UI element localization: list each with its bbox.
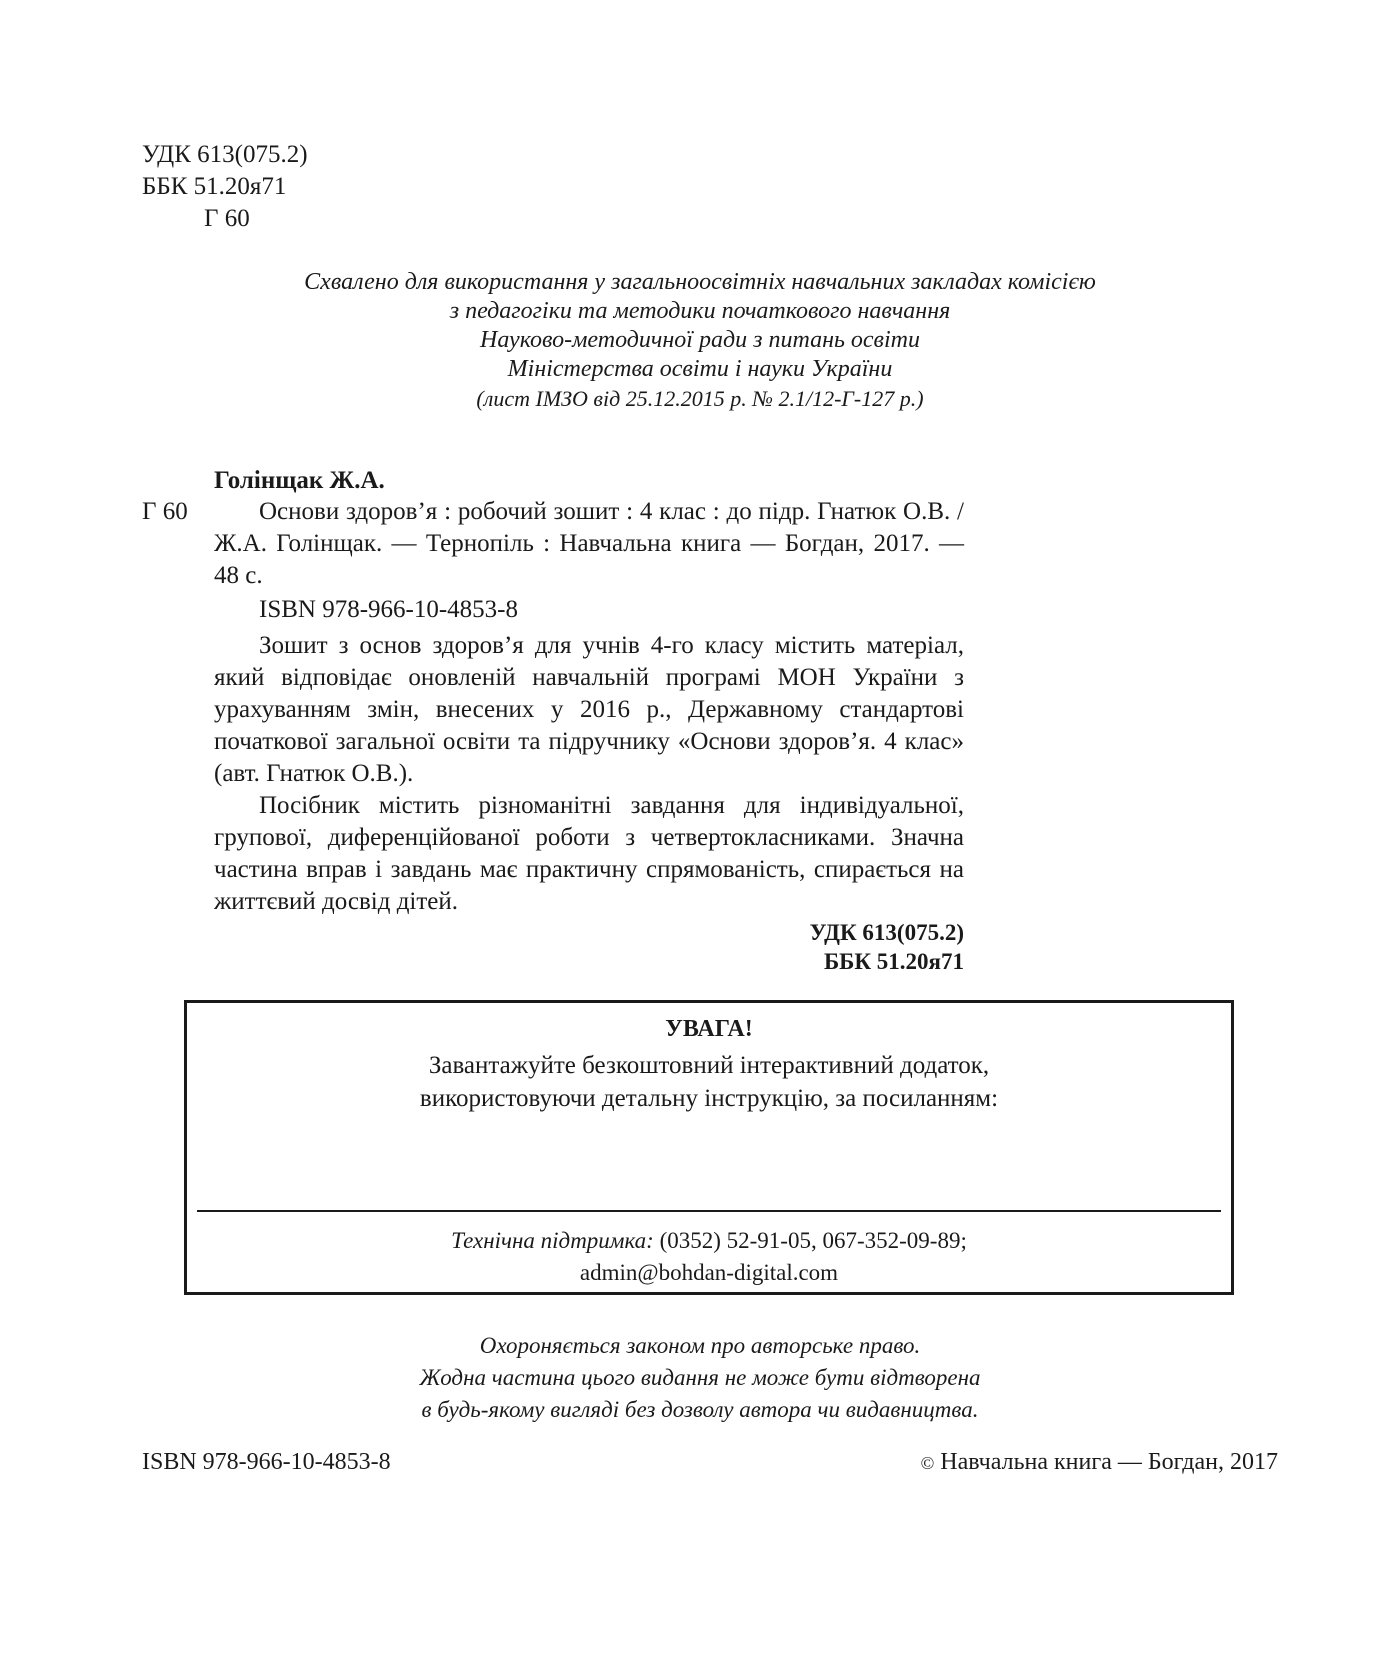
catalog-abstract-1: Зошит з основ здоров’я для учнів 4-го класу містить матеріал, який відповідає оновленій навчальній програмі МОН України з урахуванням змін, внесених у 2016 р., Державному стандартові початкової загальної освіти та підручнику «Основи здоров’я. 4 клас» (авт. Гнатюк О.В.). <box>214 632 964 787</box>
approval-statement <box>160 268 1240 413</box>
catalog-codes <box>214 918 964 976</box>
attention-line: використовуючи детальну інструкцію, за посиланням: <box>419 1085 999 1112</box>
copyright-line: Охороняється законом про авторське право. <box>479 1333 921 1358</box>
catalog-record <box>214 496 964 976</box>
approval-line: Міністерства освіти і науки України <box>507 356 893 382</box>
support-email-link[interactable]: admin@bohdan-digital.com <box>579 1260 839 1285</box>
catalog-isbn: ISBN 978-966-10-4853-8 <box>259 596 519 623</box>
catalog-author: Голінщак Ж.А. <box>214 467 385 494</box>
copyright-line: Жодна частина цього видання не може бути відтворена <box>419 1365 981 1390</box>
approval-line: Схвалено для використання у загальноосвітніх навчальних закладах комісією <box>304 269 1096 295</box>
classification-codes <box>142 139 308 235</box>
footer-isbn: ISBN 978-966-10-4853-8 <box>142 1449 391 1475</box>
attention-line: Завантажуйте безкоштовний інтерактивний додаток, <box>428 1052 990 1079</box>
copyright-notice <box>160 1330 1240 1426</box>
attention-title: УВАГА! <box>665 1016 753 1042</box>
copyright-line: в будь-якому вигляді без дозволу автора чи видавництва. <box>421 1397 979 1422</box>
udk-code: УДК 613(075.2) <box>142 141 308 168</box>
catalog-bbk: ББК 51.20я71 <box>823 949 964 974</box>
bbk-code: ББК 51.20я71 <box>142 173 287 200</box>
author-mark: Г 60 <box>204 205 250 232</box>
catalog-abstract-2: Посібник містить різноманітні завдання для індивідуальної, групової, диференційованої роботи з четвертокласниками. Значна частина вправ і завдань має практичну спрямованість, спирається на життєвий досвід дітей. <box>214 792 964 915</box>
footer-copyright-text: Навчальна книга — Богдан, 2017 <box>934 1449 1278 1475</box>
tech-support <box>187 1225 1231 1289</box>
catalog-udk: УДК 613(075.2) <box>809 920 964 945</box>
approval-line: Науково-методичної ради з питань освіти <box>480 327 920 353</box>
tech-support-label: Технічна підтримка: <box>451 1228 654 1253</box>
catalog-code: Г 60 <box>142 498 188 525</box>
attention-box <box>184 1000 1234 1295</box>
catalog-description: Основи здоров’я : робочий зошит : 4 клас : до підр. Гнатюк О.В. / Ж.А. Голінщак. — Тернопіль : Навчальна книга — Богдан, 2017. — 48 с. <box>214 498 964 589</box>
copyright-icon: © <box>920 1453 935 1473</box>
tech-support-phones: (0352) 52-91-05, 067-352-09-89; <box>653 1228 967 1253</box>
approval-letter: (лист ІМЗО від 25.12.2015 р. № 2.1/12-Г-127 р.) <box>476 386 924 411</box>
attention-text <box>187 1049 1231 1115</box>
divider <box>197 1210 1221 1212</box>
footer-copyright <box>921 1446 1278 1479</box>
approval-line: з педагогіки та методики початкового навчання <box>449 298 951 324</box>
